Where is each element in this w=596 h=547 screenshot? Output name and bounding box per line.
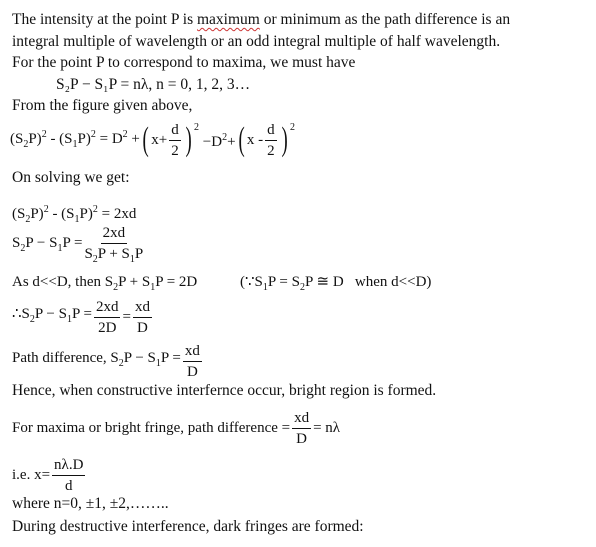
equation-2xd: $(S_2P)^2 - (S_1P)^2 = 2xd$ [12,204,137,225]
where-n-line: where n=0, ±1, ±2,…….. [12,495,169,512]
intro-text-a: The intensity at the point P is [12,11,197,28]
intro-line-2: integral multiple of wavelength or an odd integral multiple of half wavelength. [12,33,501,50]
equation-therefore: $\therefore S_2P - S_1P$ = $\frac{2xd}{2D}$ = $\frac{xd}{D}$ [12,298,150,336]
approx-line: As d<<D, then $S_2P + S_1P = 2D$ [12,274,198,293]
maxima-line: For maxima or bright fringe, path difference = $\frac{xd}{D}$ = nλ [12,409,341,447]
path-diff-label: Path difference, S [12,350,119,366]
from-figure: From the figure given above, [12,97,193,114]
equation-difference: $S_2P - S_1P$ = $\frac{2xd}{S_2P + S_1P}$ [12,224,144,265]
word-maximum: maximum [196,11,260,28]
on-solving: On solving we get: [12,169,130,186]
maxima-condition: S₂P − S₁P = nλ, n = 0, 1, 2, 3… [56,76,251,93]
because-line: ($\because S_1P = S_2P$ ≅ D when d<<D) [240,274,432,293]
maxima-intro: For the point P to correspond to maxima, we must have [12,54,356,71]
because-text: (∵S [240,274,263,290]
equation-expansion: $(S_2P)^2 - (S_1P)^2 = D^2$ + ( x+ $\frac{d}{2}$ ) $^2$ $-D^2+$ ( x - $\frac{d}{2}$ ) $^2$ [10,121,295,159]
path-difference-line: Path difference, $S_2P - S_1P$ = $\frac{xd}{D}$ [12,342,200,380]
hence-line: Hence, when constructive interfernce occur, bright region is formed. [12,382,437,399]
maxima-label: For maxima or bright fringe, path difference = [12,420,291,436]
intro-text-b: or minimum as the path difference is an [259,11,511,28]
fringe-position-line: i.e. x= $\frac{n\lambda.D}{d}$ [12,456,84,494]
approx-text: As d<<D, then S [12,274,114,290]
destructive-line: During destructive interference, dark fringes are formed: [12,518,364,535]
ie-label: i.e. x= [12,467,51,483]
intro-line-1 [12,11,510,29]
